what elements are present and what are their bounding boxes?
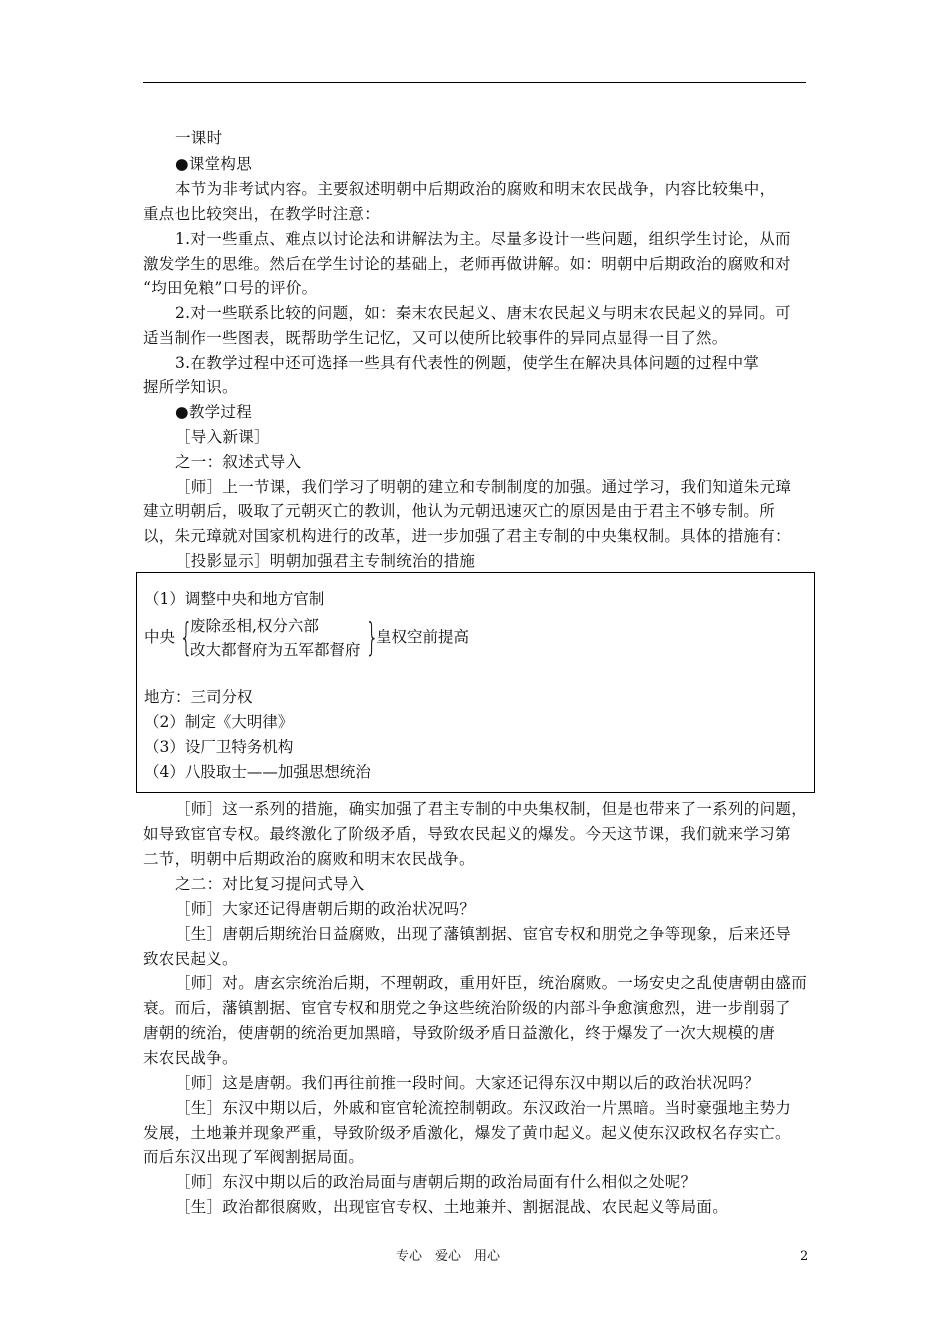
center-item-a: 废除丞相,权分六部 bbox=[190, 617, 319, 635]
paragraph-line: 二节，明朝中后期政治的腐败和明末农民战争。 bbox=[143, 850, 475, 868]
lesson-count: 一课时 bbox=[175, 129, 223, 147]
paragraph-line: 以，朱元璋就对国家机构进行的改革，进一步加强了君主专制的中央集权制。具体的措施有： bbox=[143, 527, 791, 545]
paragraph-line: 建立明朝后，吸取了元朝灭亡的教训，他认为元朝迅速灭亡的原因是由于君主不够专制。所 bbox=[143, 502, 776, 520]
paragraph-line: 1.对一些重点、难点以讨论法和讲解法为主。尽量多设计一些问题，组织学生讨论，从而 bbox=[175, 230, 791, 248]
paragraph-line: ［师］对。唐玄宗统治后期，不理朝政，重用奸臣，统治腐败。一场安史之乱使唐朝由盛而 bbox=[175, 974, 808, 992]
measures-box bbox=[136, 572, 815, 793]
center-item-b: 改大都督府为五军都督府 bbox=[190, 641, 361, 659]
right-brace: } bbox=[365, 615, 379, 659]
paragraph-line: 而后东汉出现了军阀割据局面。 bbox=[143, 1148, 365, 1166]
paragraph-line: 末农民战争。 bbox=[143, 1049, 238, 1067]
paragraph-line: 激发学生的思维。然后在学生讨论的基础上，老师再做讲解。如：明朝中后期政治的腐败和对 bbox=[143, 255, 791, 273]
subheading: ［导入新课］ bbox=[175, 428, 270, 446]
paragraph-line: 重点也比较突出，在教学时注意： bbox=[143, 205, 381, 223]
paragraph-line: “均田免粮”口号的评价。 bbox=[143, 279, 318, 297]
section-heading: ●课堂构思 bbox=[175, 155, 253, 173]
paragraph-line: 适当制作一些图表，既帮助学生记忆，又可以使所比较事件的异同点显得一目了然。 bbox=[143, 329, 728, 347]
paragraph-line: ［投影显示］明朝加强君主专制统治的措施 bbox=[175, 552, 476, 570]
paragraph-line: 2.对一些联系比较的问题，如：秦末农民起义、唐末农民起义与明末农民起义的异同。可 bbox=[175, 304, 791, 322]
paragraph-line: 3.在教学过程中还可选择一些具有代表性的例题，使学生在解决具体问题的过程中掌 bbox=[175, 354, 760, 372]
center-label: 中央 bbox=[144, 628, 176, 646]
box-item-4: （4）八股取士——加强思想统治 bbox=[144, 763, 371, 781]
paragraph-line: 如导致宦官专权。最终激化了阶级矛盾，导致农民起义的爆发。今天这节课，我们就来学习第 bbox=[143, 825, 791, 843]
center-result: 皇权空前提高 bbox=[376, 628, 470, 646]
paragraph-line: 发展，土地兼并现象严重，导致阶级矛盾激化，爆发了黄巾起义。起义使东汉政权名存实亡。 bbox=[143, 1124, 791, 1142]
local-item: 地方：三司分权 bbox=[144, 688, 253, 706]
page-number: 2 bbox=[800, 1249, 809, 1264]
paragraph-line: ［生］唐朝后期统治日益腐败，出现了藩镇割据、宦官专权和朋党之争等现象，后来还导 bbox=[175, 925, 792, 943]
paragraph-line: ［师］上一节课，我们学习了明朝的建立和专制制度的加强。通过学习，我们知道朱元璋 bbox=[175, 478, 792, 496]
footer-motto: 专心 爱心 用心 bbox=[396, 1249, 501, 1264]
paragraph-line: 握所学知识。 bbox=[143, 378, 238, 396]
paragraph-line: ［师］大家还记得唐朝后期的政治状况吗？ bbox=[175, 900, 476, 918]
paragraph-line: 衰。而后，藩镇割据、宦官专权和朋党之争这些统治阶级的内部斗争愈演愈烈，进一步削弱了 bbox=[143, 999, 791, 1017]
paragraph-line: ［生］东汉中期以后，外戚和宦官轮流控制朝政。东汉政治一片黑暗。当时豪强地主势力 bbox=[175, 1099, 792, 1117]
left-brace: { bbox=[179, 615, 193, 659]
paragraph-line: ［师］这是唐朝。我们再往前推一段时间。大家还记得东汉中期以后的政治状况吗？ bbox=[175, 1074, 760, 1092]
paragraph-line: 唐朝的统治，使唐朝的统治更加黑暗，导致阶级矛盾日益激化，终于爆发了一次大规模的唐 bbox=[143, 1024, 776, 1042]
paragraph-line: ［师］东汉中期以后的政治局面与唐朝后期的政治局面有什么相似之处呢？ bbox=[175, 1173, 697, 1191]
paragraph-line: ［师］这一系列的措施，确实加强了君主专制的中央集权制，但是也带来了一系列的问题， bbox=[175, 800, 808, 818]
subheading: 之一：叙述式导入 bbox=[175, 453, 302, 471]
box-item-3: （3）设厂卫特务机构 bbox=[144, 738, 294, 756]
paragraph-line: ［生］政治都很腐败，出现宦官专权、土地兼并、割据混战、农民起义等局面。 bbox=[175, 1198, 729, 1216]
section-heading: ●教学过程 bbox=[175, 403, 253, 421]
header-rule bbox=[143, 82, 806, 83]
paragraph-line: 致农民起义。 bbox=[143, 950, 238, 968]
box-item-2: （2）制定《大明律》 bbox=[144, 713, 294, 731]
paragraph-line: 本节为非考试内容。主要叙述明朝中后期政治的腐败和明末农民战争，内容比较集中， bbox=[175, 180, 776, 198]
subheading: 之二：对比复习提问式导入 bbox=[175, 875, 365, 893]
box-item-1: （1）调整中央和地方官制 bbox=[144, 590, 325, 608]
